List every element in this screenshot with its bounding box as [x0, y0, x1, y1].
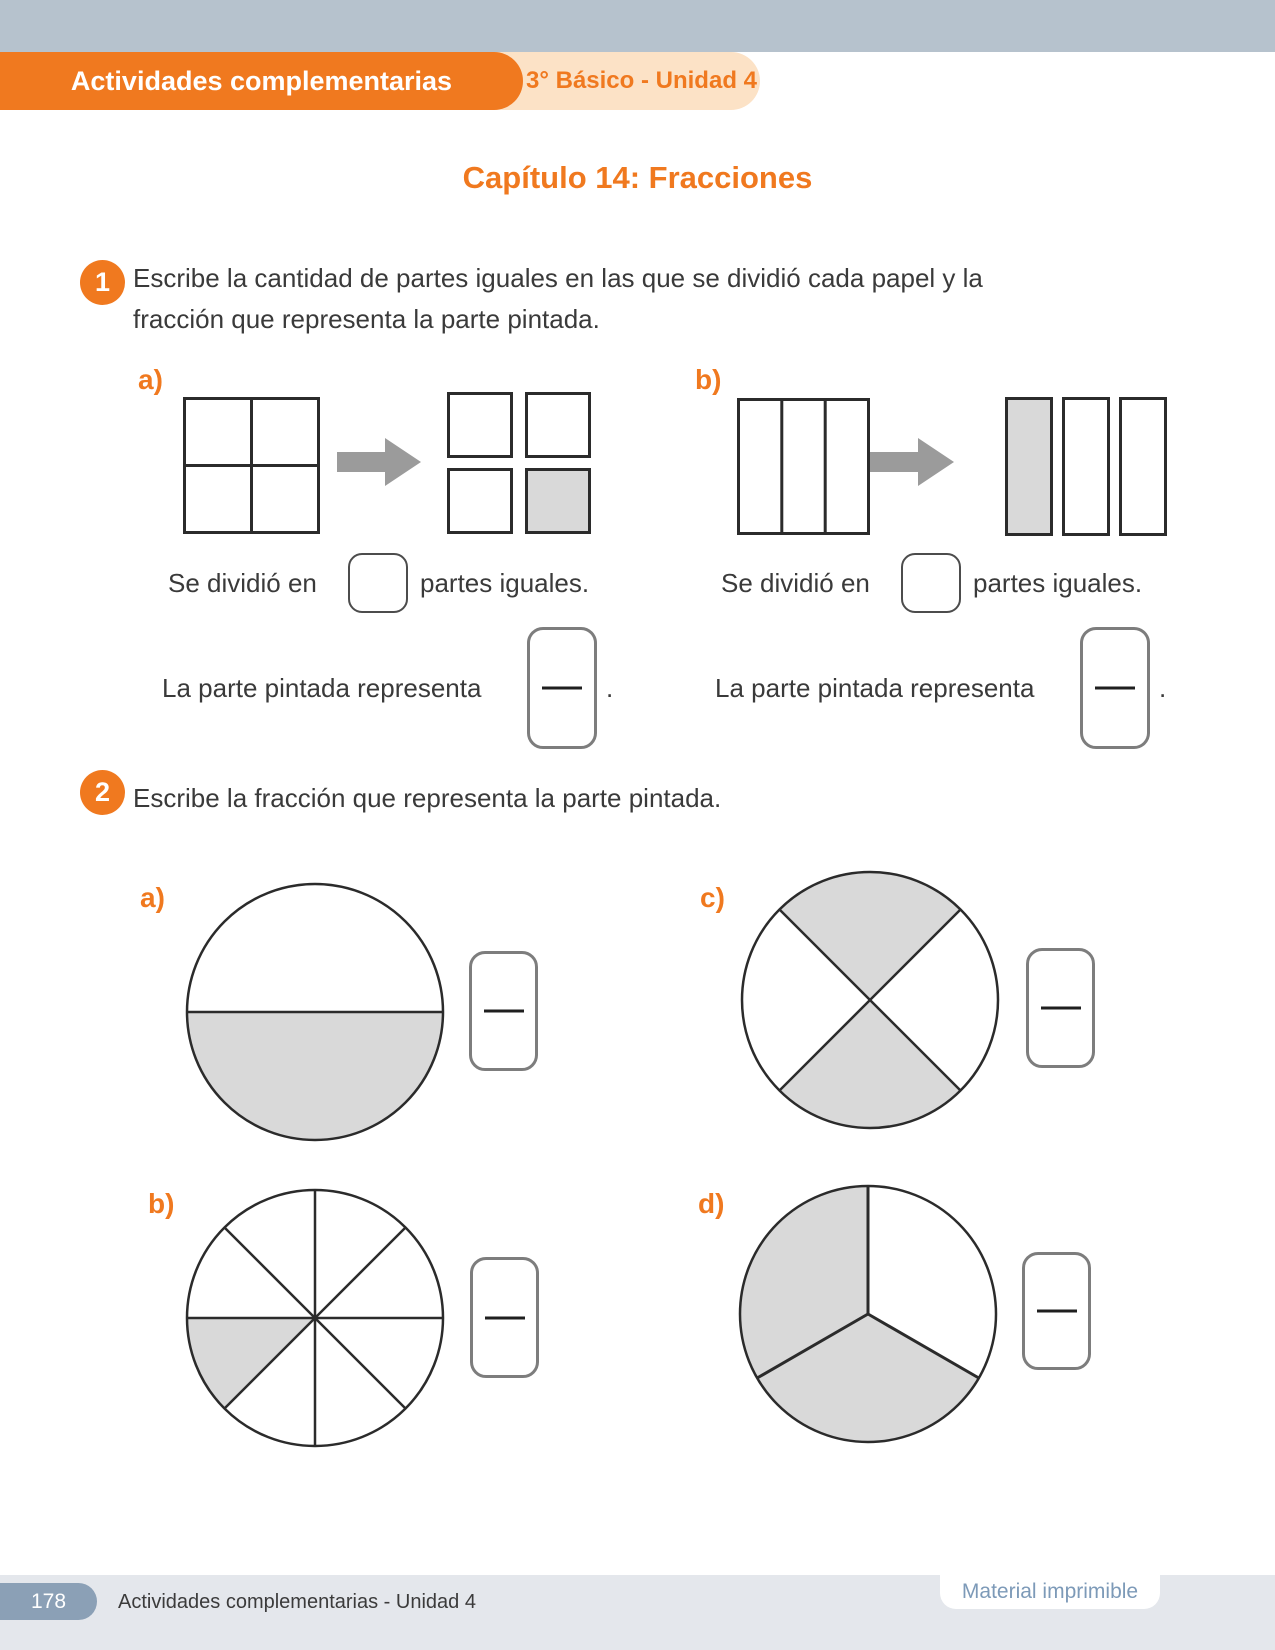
item-2b-label: b)	[148, 1188, 175, 1219]
item-1a-divided-prompt: Se dividió en	[168, 568, 317, 598]
activities-tag	[0, 52, 523, 110]
exercise1-number: 1	[94, 267, 111, 297]
exercise1-number-badge	[80, 260, 125, 305]
exercise1-instructions-line1: Escribe la cantidad de partes iguales en las que se dividió cada papel y la	[133, 263, 983, 293]
three-separate-strips-diagram	[1005, 397, 1167, 536]
circle-eighths-diagram	[183, 1186, 447, 1450]
unit-tab	[523, 52, 760, 110]
item-2d-label: d)	[698, 1188, 725, 1219]
item-1a-period: .	[606, 673, 614, 703]
right-arrow-icon	[337, 436, 421, 488]
page-number: 178	[30, 1589, 67, 1613]
item-1a-painted-prompt: La parte pintada representa	[162, 673, 482, 703]
chapter-title: Capítulo 14: Fracciones	[462, 160, 813, 195]
fraction-bar	[1095, 687, 1135, 690]
item-1b-fraction-answer-box[interactable]	[1080, 627, 1150, 749]
item-2c-fraction-answer-box[interactable]	[1026, 948, 1095, 1068]
item-2a-fraction-answer-box[interactable]	[469, 951, 538, 1071]
circle-quarters-x-diagram	[738, 868, 1002, 1132]
item-1a-label: a)	[138, 364, 163, 395]
activities-tag-label: Actividades complementarias	[70, 65, 453, 96]
top-band	[0, 0, 1275, 52]
item-2a-label: a)	[140, 882, 165, 913]
item-2c-label: c)	[700, 882, 725, 913]
material-imprimible-tab	[940, 1575, 1160, 1609]
exercise2-number-badge	[80, 770, 125, 815]
material-imprimible-label: Material imprimible	[961, 1580, 1139, 1603]
unit-tab-label: 3° Básico - Unidad 4	[526, 67, 757, 94]
item-1b-label: b)	[695, 364, 722, 395]
fraction-bar	[484, 1010, 524, 1013]
footer-left-text: Actividades complementarias - Unidad 4	[118, 1591, 476, 1613]
fraction-bar	[485, 1316, 525, 1319]
item-1b-parts-answer-box[interactable]	[901, 553, 961, 613]
exercise1-instructions	[133, 258, 983, 340]
item-1a-parts-answer-box[interactable]	[348, 553, 408, 613]
item-1b-period: .	[1159, 673, 1167, 703]
circle-thirds-diagram	[736, 1182, 1000, 1446]
four-separate-squares-diagram	[447, 392, 591, 534]
item-1a-divided-prompt-end: partes iguales.	[420, 568, 590, 598]
exercise2-instructions: Escribe la fracción que representa la parte pintada.	[133, 783, 722, 813]
fraction-bar	[1037, 1310, 1077, 1313]
square-divided-in-4-diagram	[183, 397, 320, 534]
exercise2-number: 2	[94, 777, 111, 807]
circle-halves-diagram	[183, 880, 447, 1144]
exercise1-instructions-line2: fracción que representa la parte pintada.	[133, 304, 600, 334]
right-arrow-icon	[870, 436, 954, 488]
item-2b-fraction-answer-box[interactable]	[470, 1257, 539, 1378]
fraction-bar	[542, 687, 582, 690]
item-1b-divided-prompt-end: partes iguales.	[973, 568, 1143, 598]
item-1b-painted-prompt: La parte pintada representa	[715, 673, 1035, 703]
item-1b-divided-prompt: Se dividió en	[721, 568, 870, 598]
page-number-pill	[0, 1583, 97, 1620]
fraction-bar	[1041, 1007, 1081, 1010]
rectangle-divided-in-3-diagram	[737, 398, 870, 535]
item-2d-fraction-answer-box[interactable]	[1022, 1252, 1091, 1370]
item-1a-fraction-answer-box[interactable]	[527, 627, 597, 749]
